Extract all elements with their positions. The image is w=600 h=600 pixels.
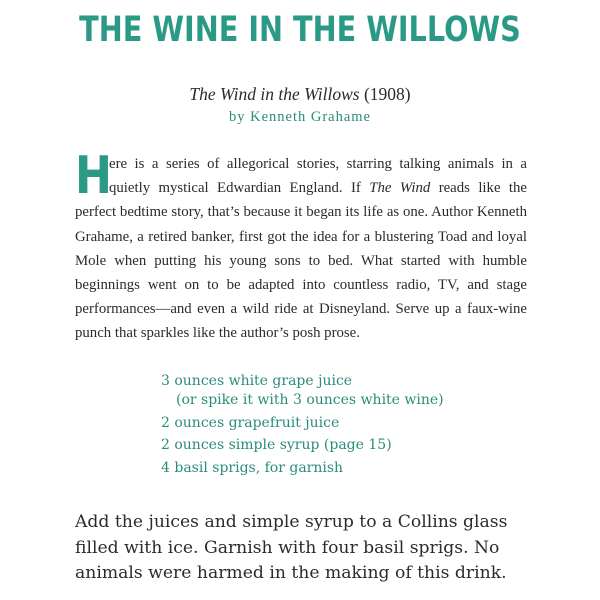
book-title: The Wind in the Willows xyxy=(189,84,360,104)
book-year: (1908) xyxy=(363,84,411,104)
drop-cap: H xyxy=(75,146,113,206)
recipe-title: THE WINE IN THE WILLOWS xyxy=(79,10,521,50)
ingredient-text: 2 ounces simple syrup (page 15) xyxy=(161,437,392,453)
byline: by Kenneth Grahame xyxy=(228,109,371,125)
ingredient-item xyxy=(161,459,521,478)
ingredient-text: 2 ounces grapefruit juice xyxy=(161,414,340,431)
directions-paragraph: Add the juices and simple syrup to a Collins glass filled with ice. Garnish with four basil sprigs. No animals were harmed in the making of this drink. xyxy=(75,512,508,583)
intro-text-2: reads like the perfect bedtime story, that’s because it began its life as one. Author Kenneth Grahame, a retired banker, first got the idea for a blustering Toad and loyal Mole when putting his young sons to bed. What started with humble beginnings went on to be adapted into countless radio, TV, and stage performances—and even a wild ride at Disneyland. Serve up a faux-wine punch that sparkles like the author’s posh prose. xyxy=(75,180,527,342)
intro-emphasis: The Wind xyxy=(369,180,431,197)
ingredient-list xyxy=(161,372,521,481)
ingredient-text: 3 ounces white grape juice xyxy=(161,373,353,389)
ingredient-note: (or spike it with 3 ounces white wine) xyxy=(176,392,444,408)
ingredient-item xyxy=(161,372,521,410)
ingredient-text: 4 basil sprigs, for garnish xyxy=(161,459,344,476)
book-reference xyxy=(0,84,600,105)
intro-paragraph xyxy=(75,146,527,346)
ingredient-item xyxy=(161,414,521,433)
intro-text-1: ere is a series of allegorical stories, starring talking animals in a quietly mystical Edwardian England. If xyxy=(109,156,527,197)
ingredient-item xyxy=(161,436,521,455)
